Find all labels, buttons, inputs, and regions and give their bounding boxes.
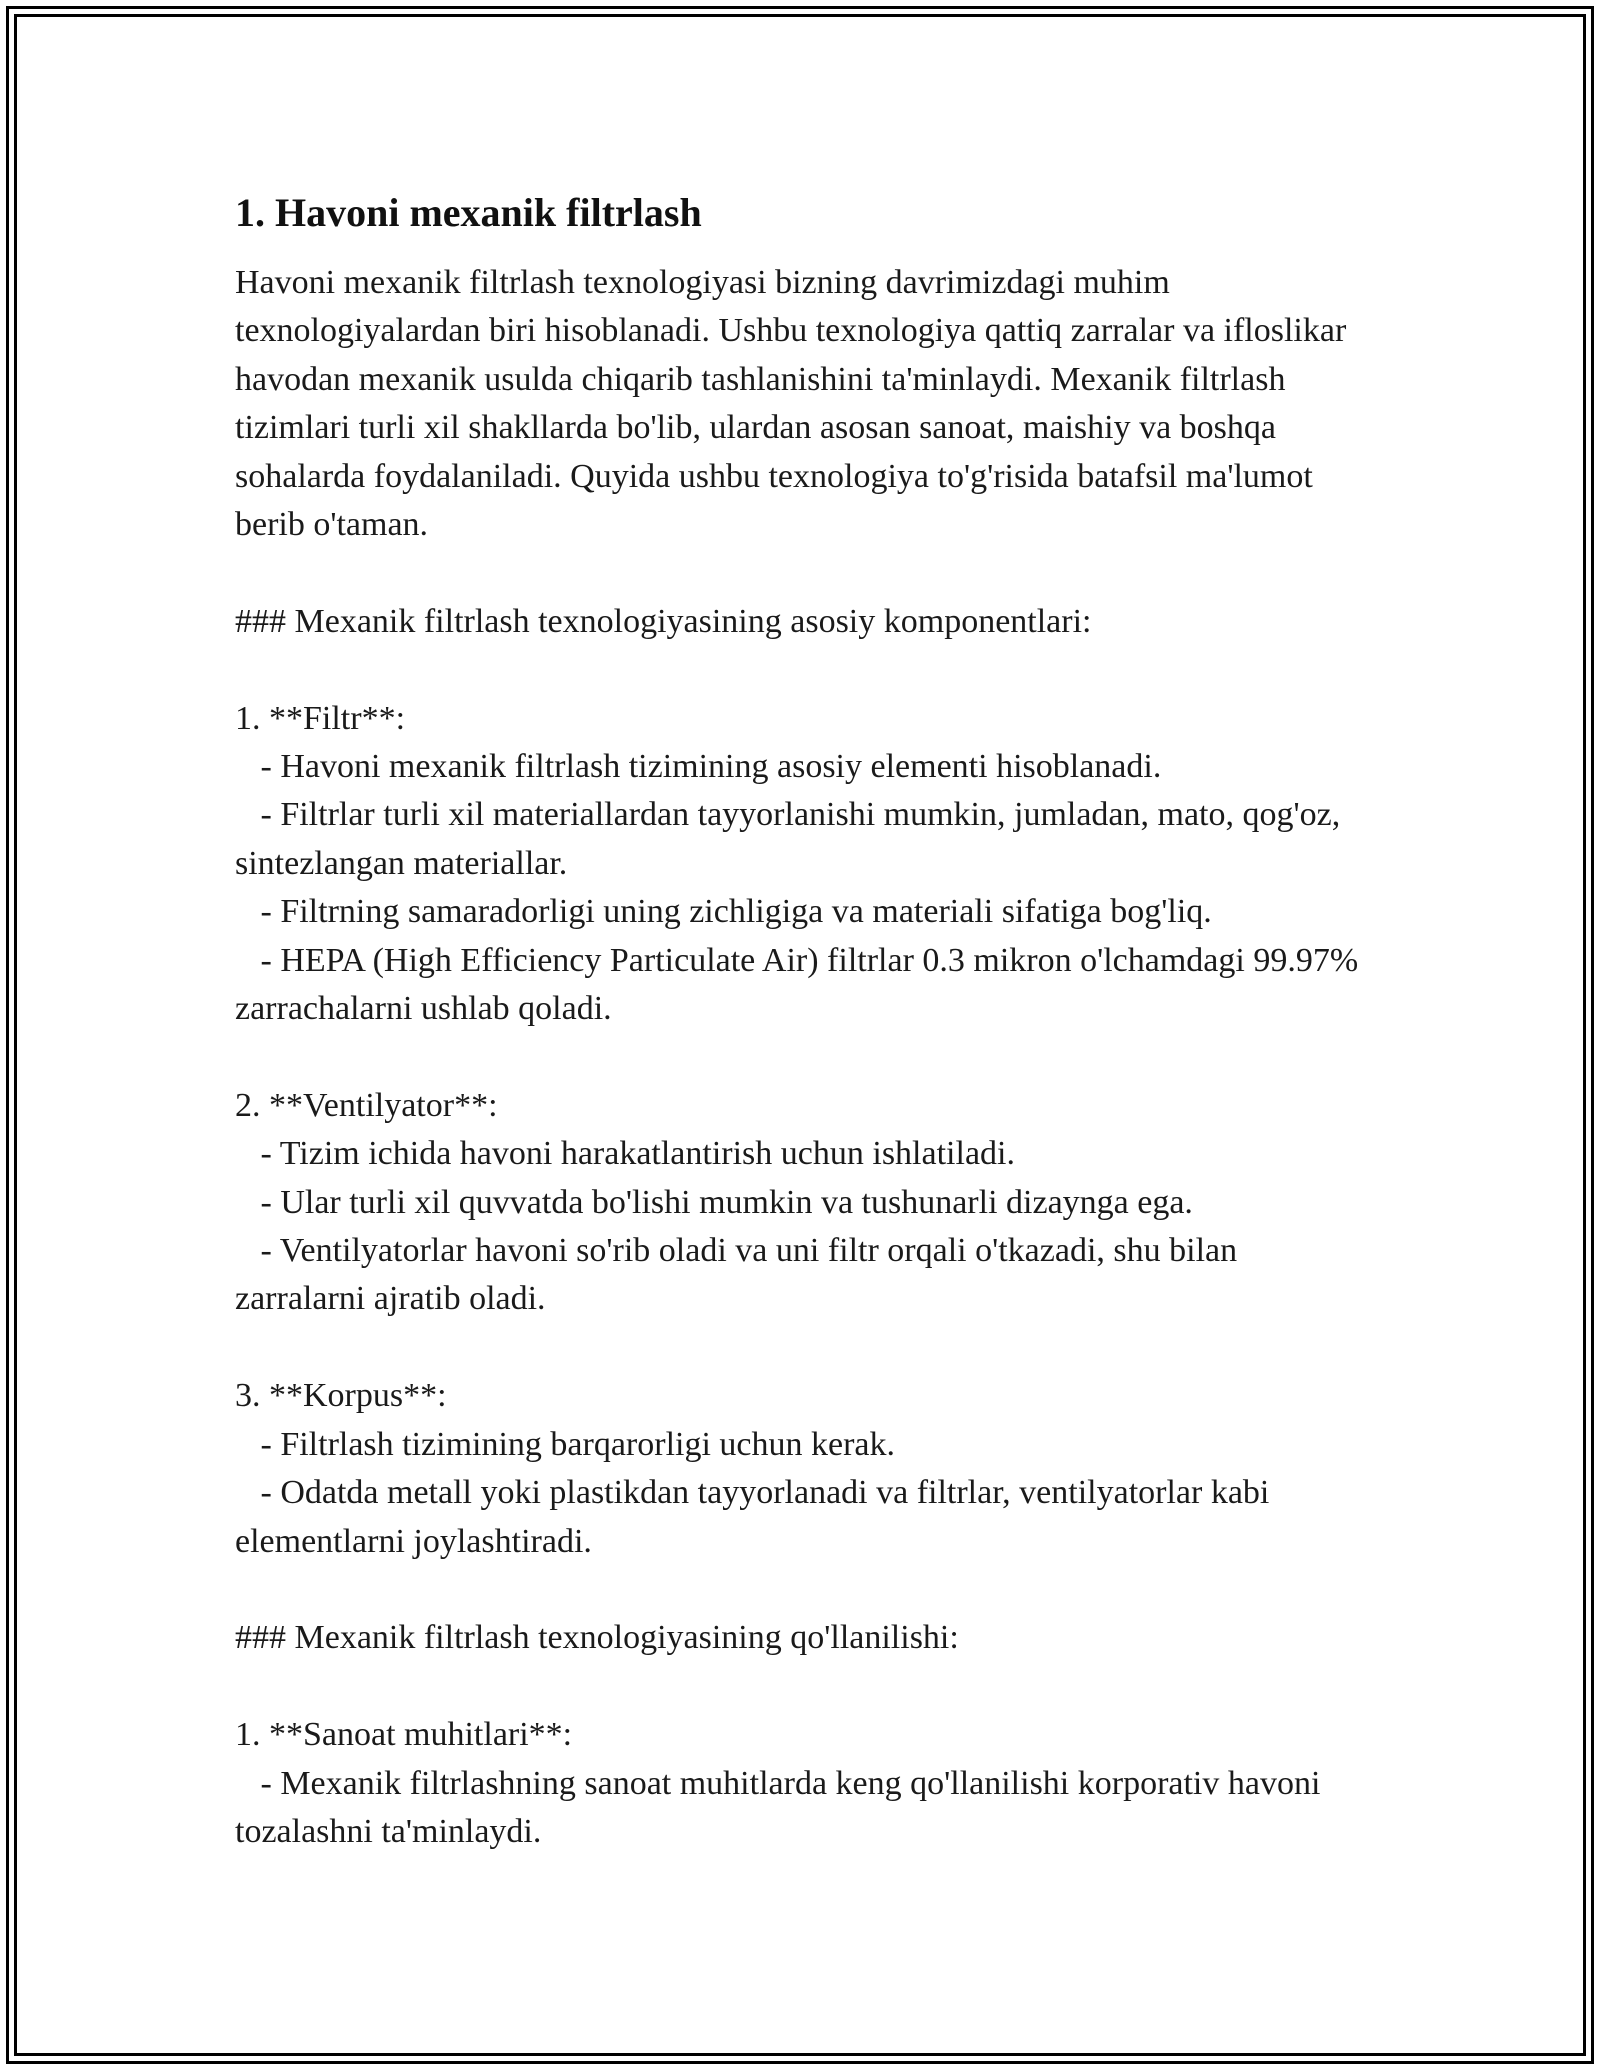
section-heading-applications: ### Mexanik filtrlash texnologiyasining qo'llanilishi: [235, 1619, 959, 1657]
list-item-bullet: - Odatda metall yoki plastikdan tayyorlanadi va filtrlar, ventilyatorlar kabi elementlarni joylashtiradi. [235, 1474, 1278, 1560]
spacer [235, 549, 1375, 597]
list-item-bullet: - HEPA (High Efficiency Particulate Air) filtrlar 0.3 mikron o'lchamdagi 99.97% zarrachalarni ushlab qoladi. [235, 941, 1367, 1028]
list-item-bullet: - Havoni mexanik filtrlash tizimining asosiy elementi hisoblanadi. [235, 748, 1162, 786]
list-item-bullet: - Mexanik filtrlashning sanoat muhitlarda keng qo'llanilishi korporativ havoni tozalashni ta'minlaydi. [235, 1764, 1329, 1850]
section-heading-components: ### Mexanik filtrlash texnologiyasining asosiy komponentlari: [235, 602, 1092, 640]
list-item-title: 1. **Sanoat muhitlari**: [235, 1716, 573, 1754]
spacer [235, 1324, 1375, 1372]
spacer [235, 646, 1375, 694]
list-item-bullet: - Ular turli xil quvvatda bo'lishi mumkin va tushunarli dizaynga ega. [235, 1183, 1193, 1221]
document-title: 1. Havoni mexanik filtrlash [235, 190, 702, 235]
list-item-title: 2. **Ventilyator**: [235, 1086, 498, 1124]
list-item-title: 1. **Filtr**: [235, 699, 406, 737]
list-item-bullet: - Tizim ichida havoni harakatlantirish uchun ishlatiladi. [235, 1135, 1015, 1173]
list-item-bullet: - Filtrning samaradorligi uning zichligiga va materiali sifatiga bog'liq. [235, 893, 1212, 931]
spacer [235, 1566, 1375, 1614]
list-item-title: 3. **Korpus**: [235, 1377, 447, 1415]
list-item-bullet: - Filtrlar turli xil materiallardan tayyorlanishi mumkin, jumladan, mato, qog'oz, sintezlangan materiallar. [235, 796, 1349, 882]
document-body [235, 185, 1375, 1856]
spacer [235, 1663, 1375, 1711]
list-item-bullet: - Ventilyatorlar havoni so'rib oladi va uni filtr orqali o'tkazadi, shu bilan zarralarni ajratib oladi. [235, 1232, 1246, 1318]
intro-paragraph: Havoni mexanik filtrlash texnologiyasi bizning davrimizdagi muhim texnologiyalardan biri hisoblanadi. Ushbu texnologiya qattiq zarralar va ifloslikar havodan mexanik usulda chiqarib tashlanishini ta'minlaydi. Mexanik filtrlash tizimlari turli xil shakllarda bo'lib, ulardan asosan sanoat, maishiy va boshqa sohalarda foydalaniladi. Quyida ushbu texnologiya to'g'risida batafsil ma'lumot berib o'taman. [235, 264, 1355, 544]
list-item-bullet: - Filtrlash tizimining barqarorligi uchun kerak. [235, 1425, 896, 1463]
spacer [235, 1033, 1375, 1081]
